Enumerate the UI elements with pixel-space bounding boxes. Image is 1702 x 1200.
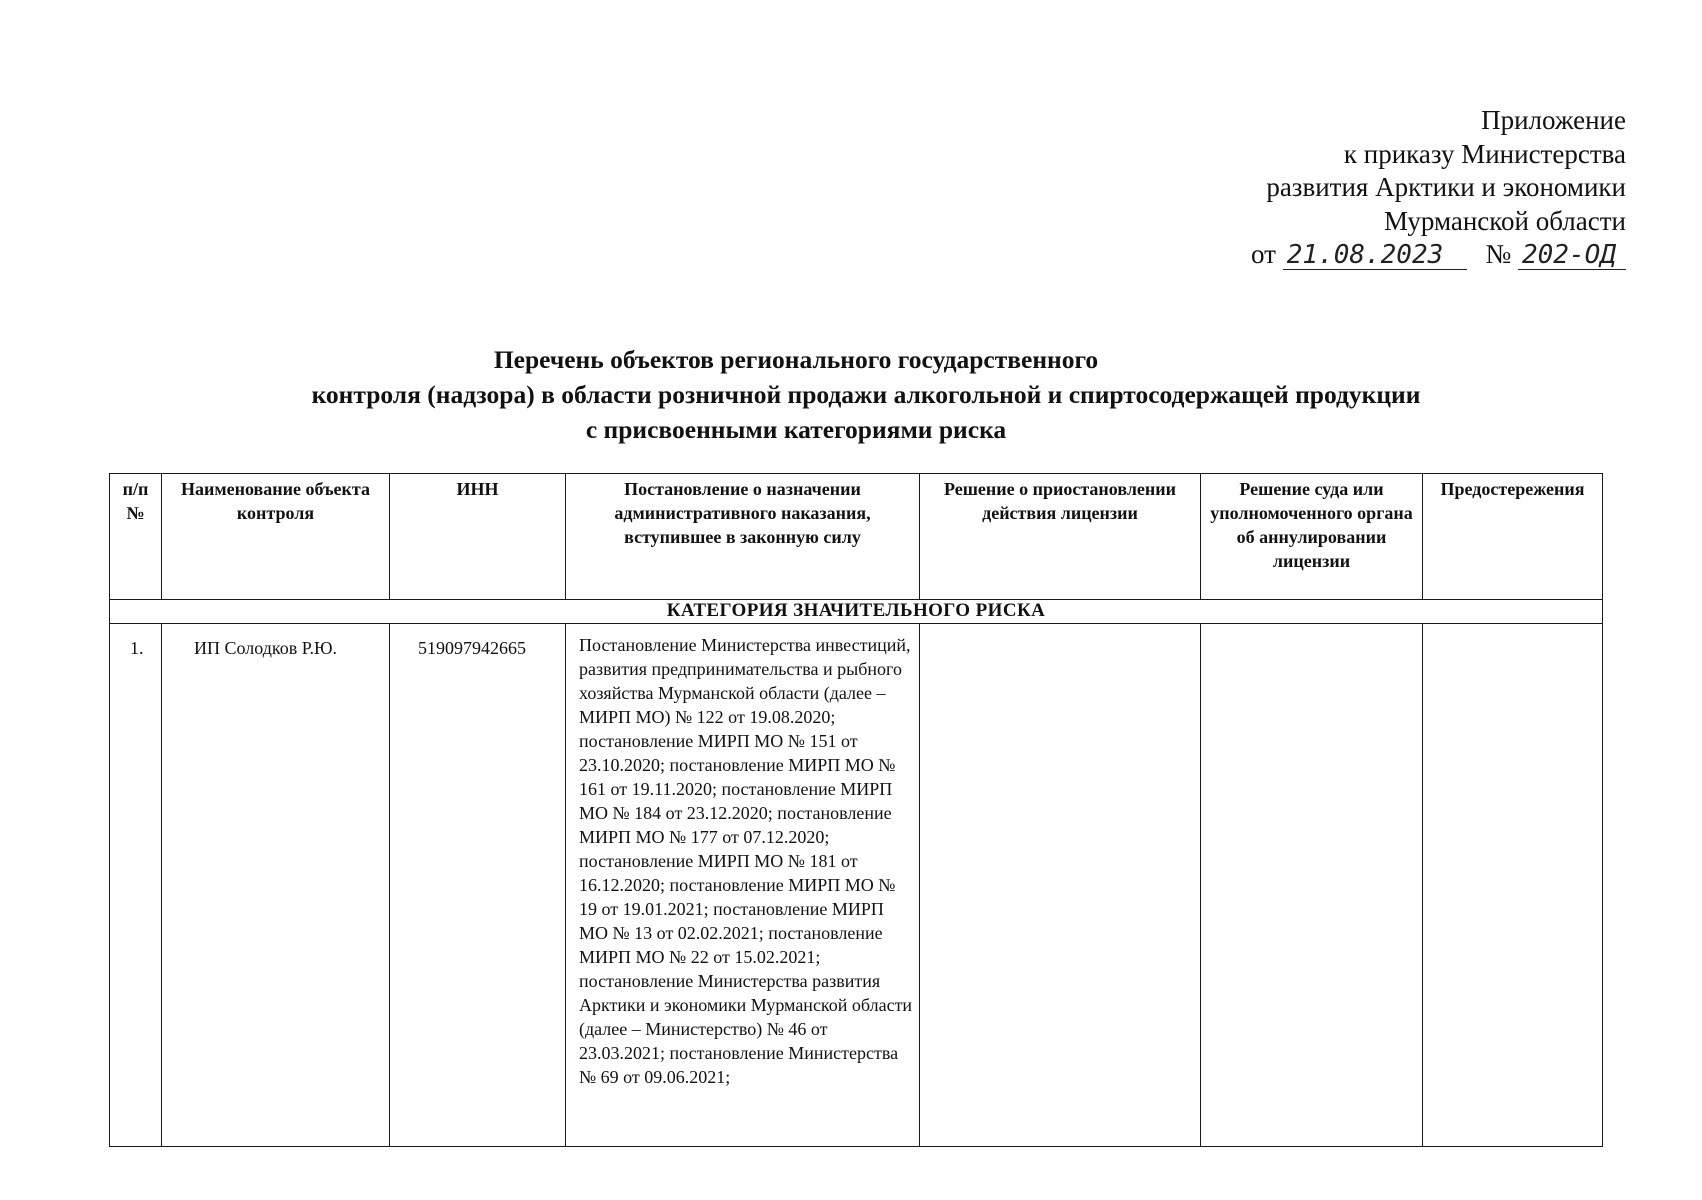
date-prefix: от [1251, 239, 1276, 269]
appendix-block [1251, 104, 1626, 272]
row-suspension [920, 624, 1201, 1147]
appendix-line-3: развития Арктики и экономики [1266, 172, 1626, 202]
order-number: 202-ОД [1518, 241, 1626, 270]
appendix-line-1: Приложение [1481, 105, 1626, 135]
header-num: п/п № [110, 474, 162, 600]
document-title [0, 342, 1702, 447]
header-name: Наименование объекта контроля [162, 474, 390, 600]
row-inn: 519097942665 [390, 624, 566, 1147]
row-penalty-decision: Постановление Министерства инвестиций, развития предпринимательства и рыбного хозяйства Мурманской области (далее – МИРП МО) № 122 от 19.08.2020; постановление МИРП МО № 151 от 23.10.2020; постановление МИРП МО № 161 от 19.11.2020; постановление МИРП МО № 184 от 23.12.2020; постановление МИРП МО № 177 от 07.12.2020; постановление МИРП МО № 181 от 16.12.2020; постановление МИРП МО № 19 от 19.01.2021; постановление МИРП МО № 13 от 02.02.2021; постановление МИРП МО № 22 от 15.02.2021; постановление Министерства развития Арктики и экономики Мурманской области (далее – Министерство) № 46 от 23.03.2021; постановление Министерства № 69 от 09.06.2021; [566, 624, 920, 1147]
table-header-row [110, 474, 1603, 600]
header-warnings: Предостережения [1423, 474, 1603, 600]
table-row [110, 624, 1603, 1147]
number-prefix: № [1485, 239, 1512, 269]
control-objects-table [109, 473, 1603, 1147]
category-row [110, 600, 1603, 624]
title-line-2: контроля (надзора) в области розничной продажи алкогольной и спиртосодержащей продукции [311, 380, 1421, 409]
title-line-1: Перечень объектов регионального государственного [493, 345, 1099, 374]
appendix-date-line [1251, 238, 1626, 272]
title-line-3: с присвоенными категориями риска [585, 415, 1007, 444]
row-annulment [1201, 624, 1423, 1147]
row-warnings [1423, 624, 1603, 1147]
order-date: 21.08.2023 [1283, 241, 1467, 270]
risk-category-label: КАТЕГОРИЯ ЗНАЧИТЕЛЬНОГО РИСКА [110, 600, 1603, 624]
appendix-line-2: к приказу Министерства [1343, 138, 1626, 169]
row-num: 1. [110, 624, 162, 1147]
row-object-name: ИП Солодков Р.Ю. [162, 624, 390, 1147]
header-inn: ИНН [390, 474, 566, 600]
appendix-line-4: Мурманской области [1384, 205, 1626, 236]
header-suspension: Решение о приостановлении действия лицензии [920, 474, 1201, 600]
header-annulment: Решение суда или уполномоченного органа об аннулировании лицензии [1201, 474, 1423, 600]
header-penalty-decision: Постановление о назначении административного наказания, вступившее в законную силу [566, 474, 920, 600]
